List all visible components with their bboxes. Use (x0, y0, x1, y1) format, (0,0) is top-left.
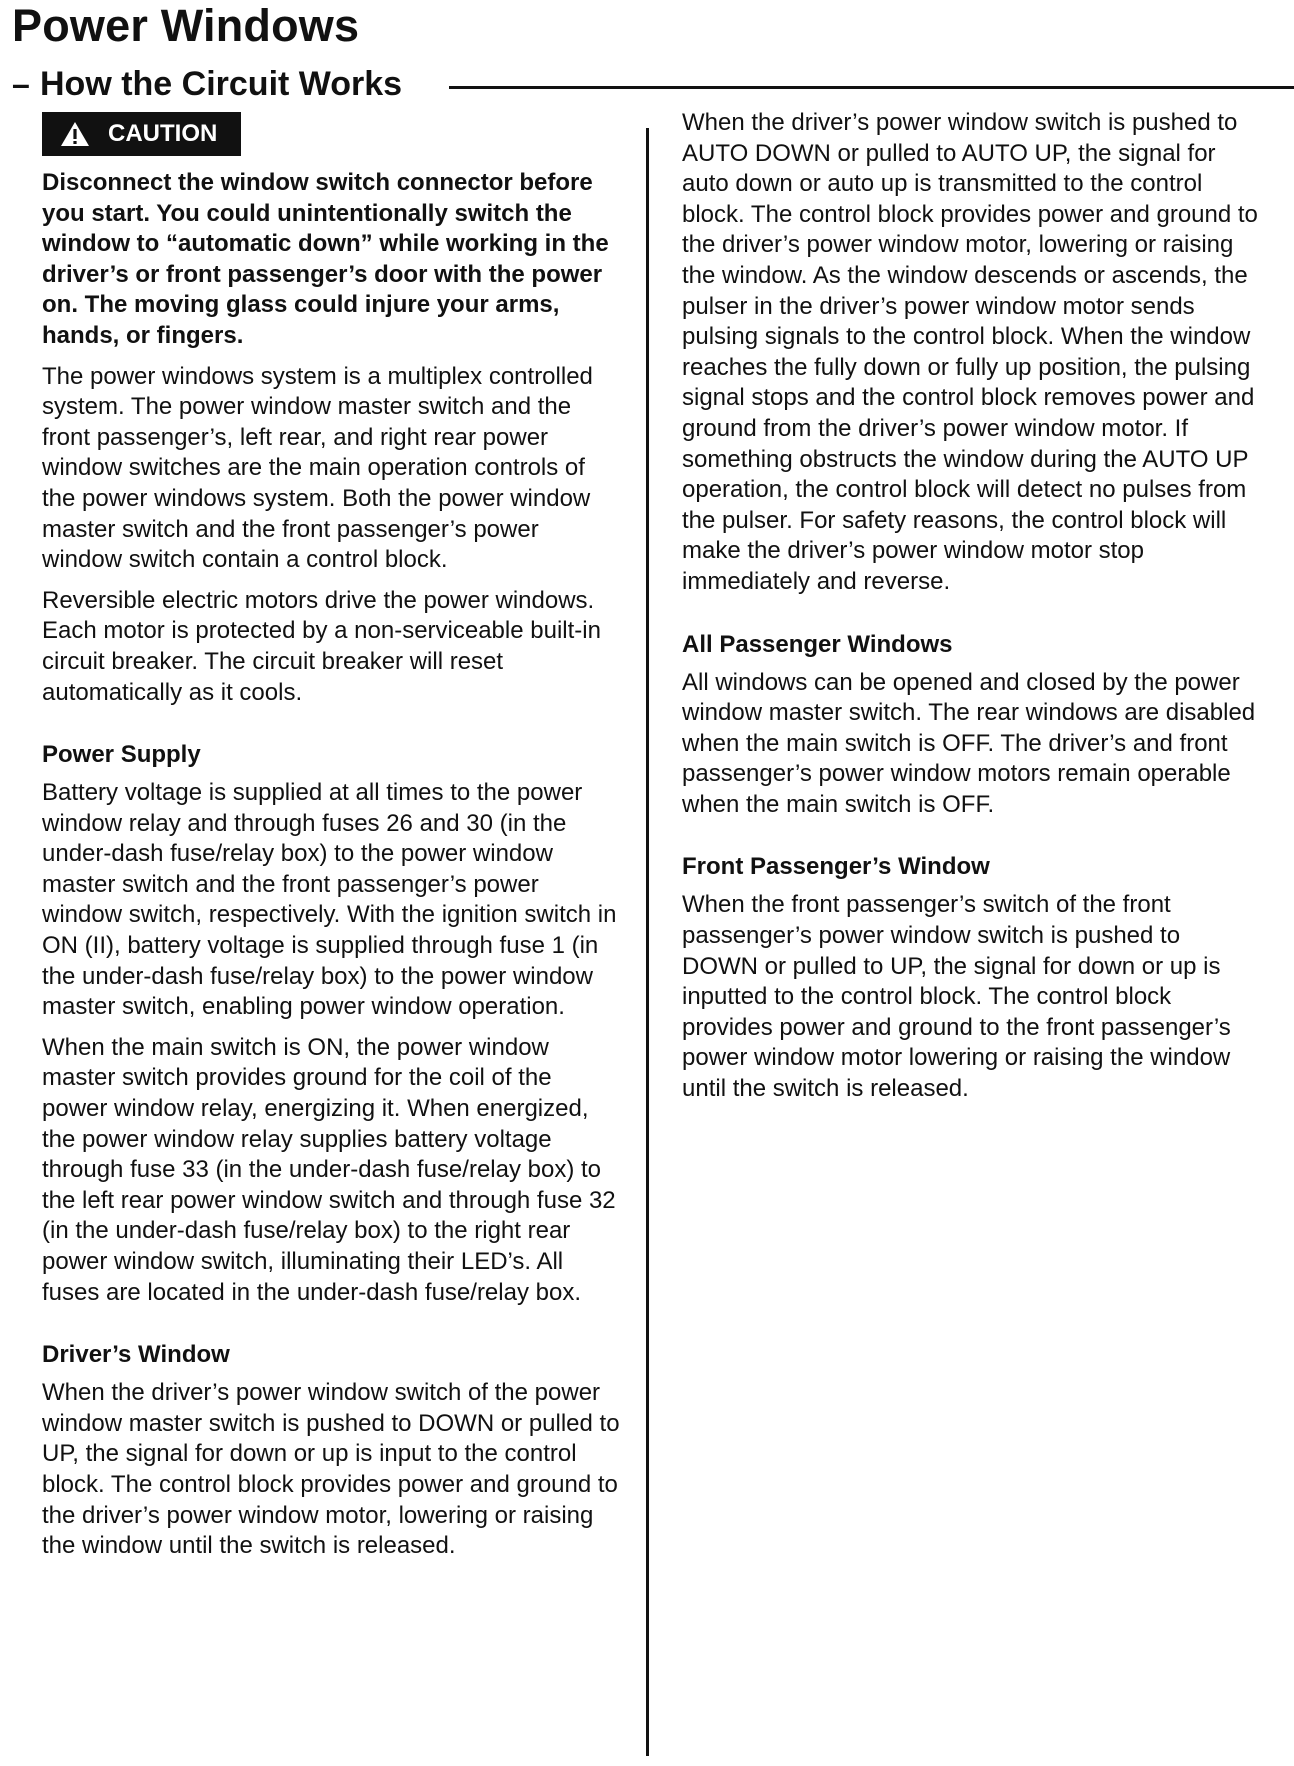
drivers-window-paragraph: When the driver’s power window switch of the power window master switch is pushed to DOWN or pulled to UP, the signal for down or up is input to the control block. The control block provides power and ground to the driver’s power window motor, lowering or raising the window until the switch is released. (42, 1379, 620, 1560)
front-passengers-window-paragraph: When the front passenger’s switch of the front passenger’s power window switch is pushed to DOWN or pulled to UP, the signal for down or up is inputted to the control block. The control block provides power and ground to the front passenger’s power window motor lowering or raising the window until the switch is released. (682, 891, 1231, 1103)
power-supply-heading: Power Supply (42, 741, 201, 769)
all-passenger-windows-paragraph: All windows can be opened and closed by the power window master switch. The rear windows are disabled when the main switch is OFF. The driver’s and front passenger’s power window motors remain operable when the main switch is OFF. (682, 668, 1256, 818)
power-supply-paragraph-1: Battery voltage is supplied at all times to the power window relay and through fuses 26 and 30 (in the under-dash fuse/relay box) to the power window master switch and the front passenger’s power window switch, respectively. With the ignition switch in ON (II), battery voltage is supplied through fuse 1 (in the under-dash fuse/relay box) to the power window master switch, enabling power window operation. (42, 779, 617, 1021)
caution-label: CAUTION (108, 119, 218, 147)
section-title: How the Circuit Works (40, 65, 403, 103)
right-column (682, 108, 1262, 1115)
left-column (42, 112, 622, 1572)
warning-triangle-icon (60, 121, 90, 147)
caution-text: Disconnect the window switch connector before you start. You could unintentionally switch the window to “automatic down” while working in the driver’s or front passenger’s door with the power on. The moving glass could injure your arms, hands, or fingers. (42, 169, 609, 349)
auto-paragraph: When the driver’s power window switch is pushed to AUTO DOWN or pulled to AUTO UP, the signal for auto down or auto up is transmitted to the control block. The control block provides power and ground to the driver’s power window motor, lowering or raising the window. As the window descends or ascends, the pulser in the driver’s power window motor sends pulsing signals to the control block. When the window reaches the fully down or fully up position, the pulsing signal stops and the control block removes power and ground from the driver’s power window motor. If something obstructs the window during the AUTO UP operation, the control block will detect no pulses from the pulser. For safety reasons, the control block will make the driver’s power window motor stop immediately and reverse. (682, 109, 1258, 595)
section-dash: – (12, 66, 30, 102)
intro-paragraph-2: Reversible electric motors drive the power windows. Each motor is protected by a non-serviceable built-in circuit breaker. The circuit breaker will reset automatically as it cools. (42, 586, 601, 706)
all-passenger-windows-heading: All Passenger Windows (682, 630, 953, 658)
drivers-window-heading: Driver’s Window (42, 1341, 230, 1369)
front-passengers-window-heading: Front Passenger’s Window (682, 853, 990, 881)
heading-rule (449, 86, 1294, 89)
page-title: Power Windows (12, 0, 360, 51)
caution-badge (42, 112, 241, 156)
intro-paragraph-1: The power windows system is a multiplex controlled system. The power window master switch and the front passenger’s, left rear, and right rear power window switches are the main operation controls of the power windows system. Both the power window master switch and the front passenger’s power window switch contain a control block. (42, 362, 593, 574)
column-divider (646, 128, 649, 1756)
section-heading-row (12, 62, 1282, 106)
power-supply-paragraph-2: When the main switch is ON, the power window master switch provides ground for the coil of the power window relay, energizing it. When energized, the power window relay supplies battery voltage through fuse 33 (in the under-dash fuse/relay box) to the left rear power window switch and through fuse 32 (in the under-dash fuse/relay box) to the right rear power window switch, illuminating their LED’s. All fuses are located in the under-dash fuse/relay box. (42, 1033, 616, 1306)
